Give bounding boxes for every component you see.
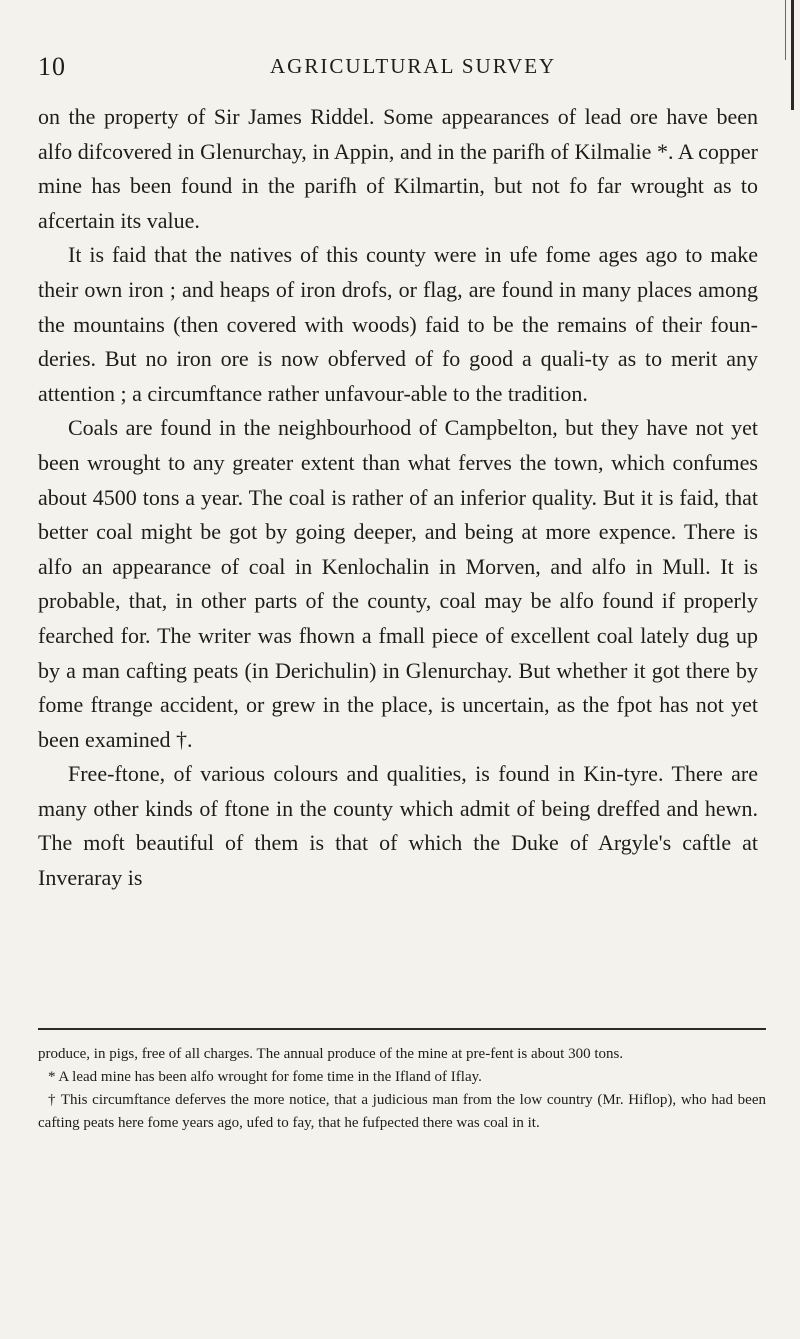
- footnote-dagger: † This circumftance deferves the more notice, that a judicious man from the low country (Mr. Hiflop), who had been cafting peats here fome years ago, ufed to fay, that he fufpected there was coal in it.: [38, 1092, 766, 1131]
- page-header: [38, 52, 738, 92]
- running-head: AGRICULTURAL SURVEY: [270, 54, 557, 78]
- footnote-divider: [38, 1028, 766, 1030]
- page-edge-mark-thin: [785, 0, 786, 60]
- footnote-continuation: produce, in pigs, free of all charges. The annual produce of the mine at pre-fent is about 300 tons.: [38, 1046, 624, 1062]
- page-number: 10: [38, 52, 66, 81]
- page-edge-mark: [791, 0, 794, 110]
- paragraph: on the property of Sir James Riddel. Some appearances of lead ore have been alfo difcovered in Glenurchay, in Appin, and in the parifh of Kilmalie *. A copper mine has been found in the parifh of Kilmartin, but not fo far wrought as to afcertain its value.: [38, 104, 758, 233]
- main-text: [38, 100, 758, 896]
- paragraph: It is faid that the natives of this county were in ufe fome ages ago to make their own iron ; and heaps of iron drofs, or flag, are found in many places among the mountains (then covered with woods) faid to be the remains of their foun-deries. But no iron ore is now obferved of fo good a quali-ty as to merit any attention ; a circumftance rather unfavour-able to the tradition.: [38, 242, 758, 406]
- footnote-star: * A lead mine has been alfo wrought for fome time in the Ifland of Iflay.: [48, 1069, 482, 1085]
- paragraph: Free-ftone, of various colours and qualities, is found in Kin-tyre. There are many other kinds of ftone in the county which admit of being dreffed and hewn. The moft beautiful of them is that of which the Duke of Argyle's caftle at Inveraray is: [38, 761, 758, 891]
- paragraph: Coals are found in the neighbourhood of Campbelton, but they have not yet been wrought to any greater extent than what ferves the town, which confumes about 4500 tons a year. The coal is rather of an inferior quality. But it is faid, that better coal might be got by going deeper, and being at more expence. There is alfo an appearance of coal in Kenlochalin in Morven, and alfo in Mull. It is probable, that, in other parts of the county, coal may be alfo found if properly fearched for. The writer was fhown a fmall piece of excellent coal lately dug up by a man cafting peats (in Derichulin) in Glenurchay. But whether it got there by fome ftrange accident, or grew in the place, is uncertain, as the fpot has not yet been examined †.: [38, 415, 758, 752]
- footnotes: [38, 1043, 766, 1135]
